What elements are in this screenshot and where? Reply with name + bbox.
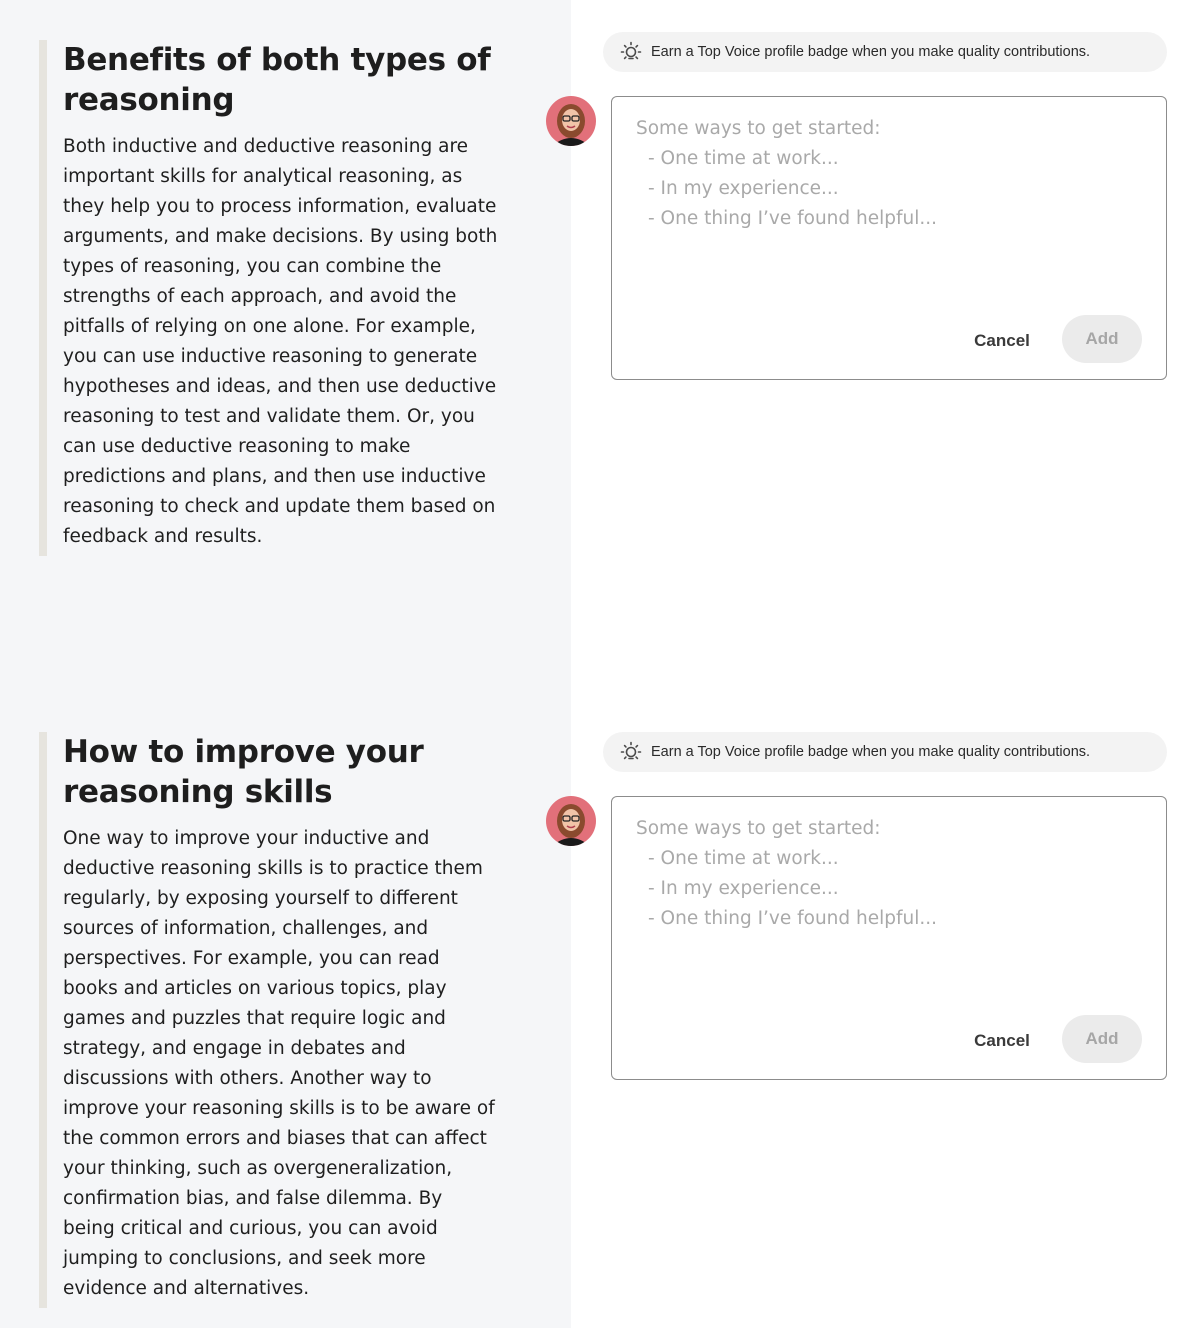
cancel-button[interactable]: Cancel — [958, 1023, 1046, 1059]
section-title: How to improve your reasoning skills — [63, 734, 424, 810]
add-button[interactable]: Add — [1062, 315, 1142, 363]
section-body: One way to improve your inductive and deductive reasoning skills is to practice them regularly, by exposing yourself to different sources of information, challenges, and perspectives. For example, you can read books and articles on various topics, play games and puzzles that require logic and strategy, and engage in debates and discussions with others. Another way to improve your reasoning skills is to be aware of the common errors and biases that can affect your thinking, such as overgeneralization, confirmation bias, and false dilemma. By being critical and curious, you can avoid jumping to conclusions, and seek more evidence and alternatives. — [63, 828, 495, 1299]
section-title: Benefits of both types of reasoning — [63, 42, 491, 118]
add-button[interactable]: Add — [1062, 1015, 1142, 1063]
editor-placeholder: Some ways to get started: - One time at work... - In my experience... - One thing I’ve found helpful... — [636, 818, 938, 929]
tip-text: Earn a Top Voice profile badge when you make quality contributions. — [651, 744, 1091, 760]
article-section — [39, 40, 499, 556]
lightbulb-icon — [619, 740, 643, 764]
tip-text: Earn a Top Voice profile badge when you make quality contributions. — [651, 44, 1091, 60]
section-body: Both inductive and deductive reasoning are important skills for analytical reasoning, as they help you to process information, evaluate arguments, and make decisions. By using both types of reasoning, you can combine the strengths of each approach, and avoid the pitfalls of relying on one alone. For example, you can use inductive reasoning to generate hypotheses and ideas, and then use deductive reasoning to test and validate them. Or, you can use deductive reasoning to make predictions and plans, and then use inductive reasoning to check and update them based on feedback and results. — [63, 136, 498, 547]
contribution-editor[interactable] — [611, 796, 1167, 1080]
avatar — [546, 96, 596, 146]
top-voice-tip — [603, 32, 1167, 72]
cancel-button[interactable]: Cancel — [958, 323, 1046, 359]
editor-placeholder: Some ways to get started: - One time at work... - In my experience... - One thing I’ve found helpful... — [636, 118, 938, 229]
top-voice-tip — [603, 732, 1167, 772]
lightbulb-icon — [619, 40, 643, 64]
contribution-editor[interactable] — [611, 96, 1167, 380]
article-section — [39, 732, 499, 1308]
avatar — [546, 796, 596, 846]
